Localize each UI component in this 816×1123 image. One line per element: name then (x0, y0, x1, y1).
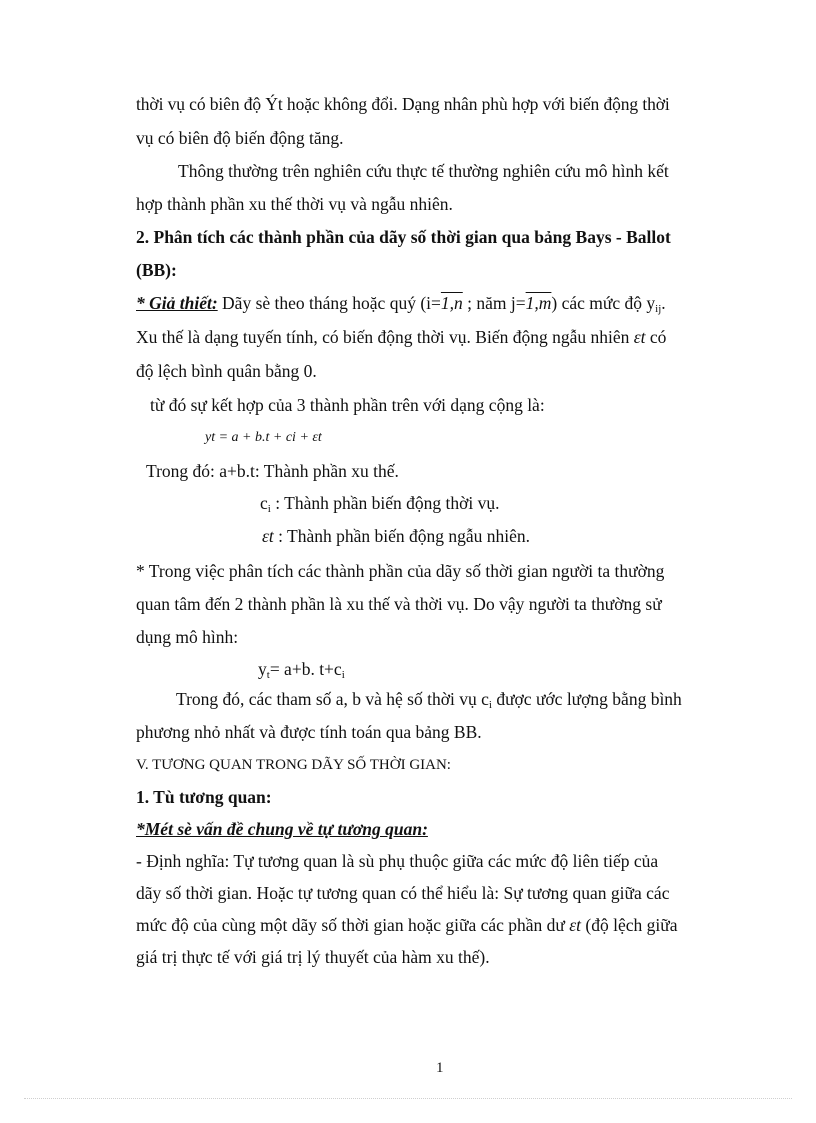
paragraph-line: vụ có biên độ biến động tăng. (136, 128, 344, 148)
topic-heading: *Mét sè vấn đề chung về tự tương quan: (136, 819, 428, 839)
paragraph-line: mức độ của cùng một dãy số thời gian hoặc giữa các phần dư εt (độ lệch giữa (136, 915, 678, 935)
epsilon-symbol: εt (633, 327, 646, 347)
section-heading: (BB): (136, 260, 177, 280)
assumption-line: * Giả thiết: Dãy sè theo tháng hoặc quý (i=1,n ; năm j=1,m) các mức độ $y_{ij}$. (136, 293, 666, 315)
chapter-heading: V. TƯƠNG QUAN TRONG DÃY SỐ THỜI GIAN: (136, 757, 451, 773)
section-heading: 2. Phân tích các thành phần của dãy số thời gian qua bảng Bays - Ballot (136, 227, 671, 247)
paragraph-line: Xu thế là dạng tuyến tính, có biến động thời vụ. Biến động ngẫu nhiên εt có (136, 327, 667, 347)
paragraph-line: phương nhỏ nhất và được tính toán qua bảng BB. (136, 722, 482, 742)
paragraph-line: giá trị thực tế với giá trị lý thuyết của hàm xu thế). (136, 947, 490, 967)
paragraph-line: từ đó sự kết hợp của 3 thành phần trên với dạng cộng là: (150, 395, 545, 415)
paragraph-line: Thông thường trên nghiên cứu thực tế thường nghiên cứu mô hình kết (178, 161, 669, 181)
page-bottom-border (24, 1098, 792, 1099)
paragraph-line: dụng mô hình: (136, 627, 239, 647)
subsection-heading: 1. Tù tương quan: (136, 787, 272, 807)
range-j: 1,m (525, 293, 552, 313)
assumption-label: * Giả thiết: (136, 293, 218, 313)
page-number: 1 (436, 1060, 444, 1076)
paragraph-line: thời vụ có biên độ Ýt hoặc không đổi. Dạng nhân phù hợp với biến động thời (136, 94, 670, 114)
paragraph-line: quan tâm đến 2 thành phần là xu thế và thời vụ. Do vậy người ta thường sử (136, 594, 662, 614)
definition-line: εt : Thành phần biến động ngẫu nhiên. (262, 526, 531, 546)
equation-model: $y_t= a+b$. $t+c_i$ (258, 659, 345, 681)
paragraph-line: * Trong việc phân tích các thành phần của dãy số thời gian người ta thường (136, 561, 665, 581)
paragraph-line: dãy số thời gian. Hoặc tự tương quan có thể hiểu là: Sự tương quan giữa các (136, 883, 670, 903)
range-i: 1,n (440, 293, 463, 313)
definition-line: $c_i$ : Thành phần biến động thời vụ. (260, 493, 500, 515)
paragraph-line: hợp thành phần xu thế thời vụ và ngẫu nhiên. (136, 194, 453, 214)
epsilon-symbol: εt (569, 915, 582, 935)
epsilon-symbol: εt (262, 526, 274, 546)
paragraph-line: độ lệch bình quân bằng 0. (136, 361, 317, 381)
definition-line: Trong đó: a+b.t: Thành phần xu thế. (146, 461, 399, 481)
equation-additive: yt = a + b.t + ci + εt (205, 430, 322, 445)
paragraph-line: Trong đó, các tham số a, b và hệ số thời vụ $c_i$ được ước lượng bằng bình (176, 689, 682, 711)
paragraph-line: - Định nghĩa: Tự tương quan là sù phụ thuộc giữa các mức độ liên tiếp của (136, 851, 659, 871)
